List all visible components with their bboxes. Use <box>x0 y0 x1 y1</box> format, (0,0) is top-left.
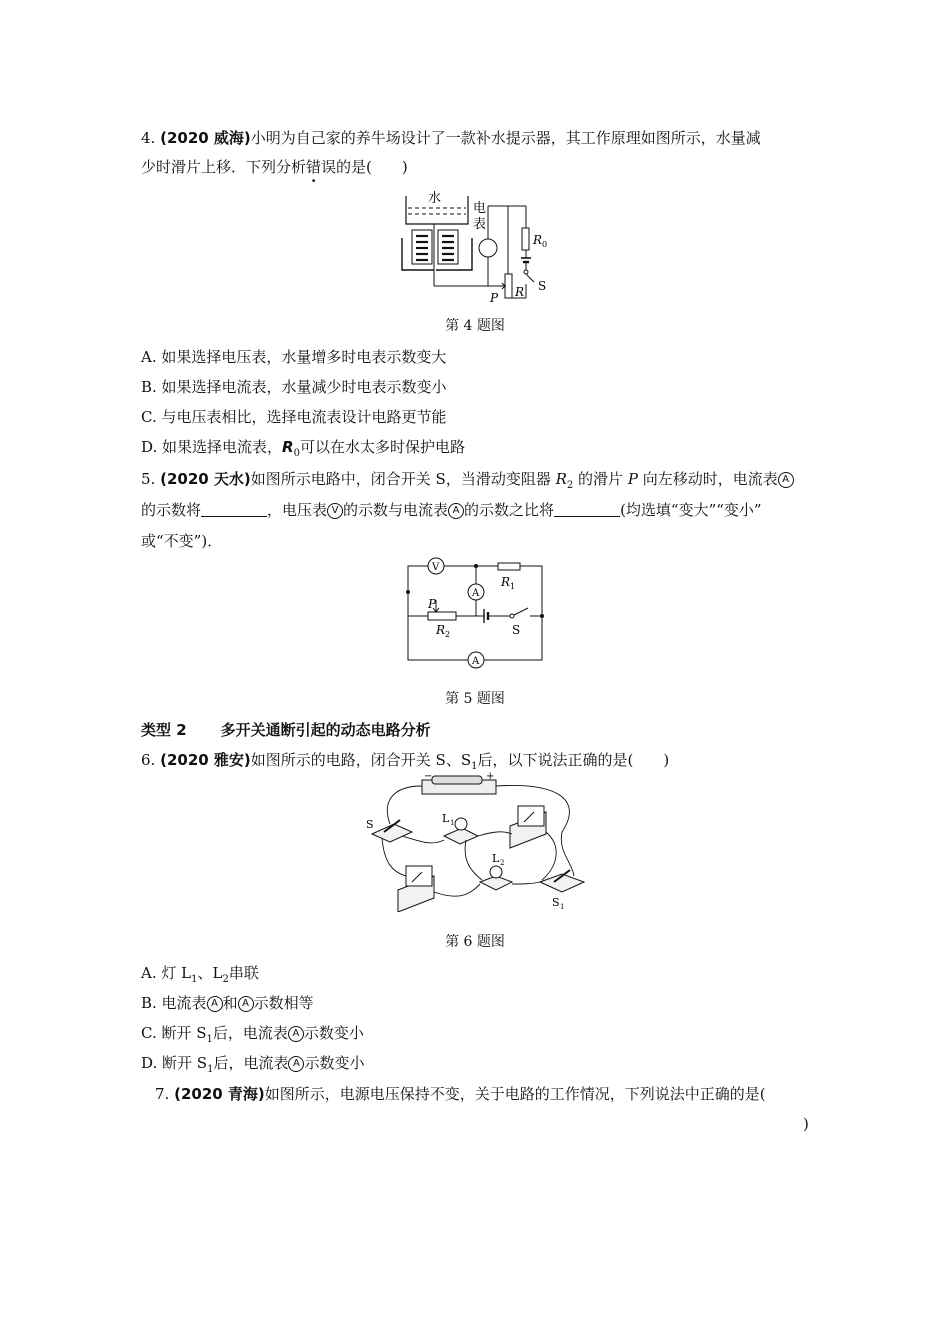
q4-stem-text-1: 小明为自己家的养牛场设计了一款补水提示器，其工作原理如图所示，水量减 <box>250 129 761 147</box>
q6-fig-l2-sub: 2 <box>500 859 505 867</box>
q5-fig-p: P <box>428 597 437 611</box>
q5-stem-text-2c: 的示数与电流表 <box>343 501 449 519</box>
q7-source: (2020 青海) <box>174 1085 265 1103</box>
q6-fig-l2: L <box>492 852 500 865</box>
q4-fig-r: R <box>515 285 525 299</box>
q5-stem-text-1a: 如图所示电路中，闭合开关 S，当滑动变阻器 <box>250 470 556 488</box>
q7-stem-end: ) <box>803 1115 809 1133</box>
q6-fig-plus: + <box>486 772 495 782</box>
q4-emphasis-word: 错误 <box>306 158 337 176</box>
q6-opt-b-text-a: B. 电流表 <box>141 994 207 1012</box>
q5-stem-line-3: 或“不变”)． <box>141 532 223 550</box>
q6-number: 6. <box>141 751 156 769</box>
q6-opt-a-sub-1: 1 <box>191 974 198 985</box>
q6-figure <box>362 772 594 912</box>
q4-caption: 第 4 题图 <box>445 318 505 334</box>
q5-r-sub: 2 <box>566 480 574 491</box>
q5-blank-1[interactable] <box>201 502 267 517</box>
q6-opt-c-text-b: 后，电流表 <box>212 1024 288 1042</box>
q4-fig-r0-sub: 0 <box>542 240 548 249</box>
q4-figure <box>398 186 558 306</box>
ammeter-symbol: A <box>288 1026 304 1042</box>
q5-fig-voltmeter: V <box>432 562 440 573</box>
q6-opt-d-text-c: 示数变小 <box>304 1054 365 1072</box>
q4-fig-r0: R <box>533 233 543 247</box>
ammeter-symbol: A <box>207 996 223 1012</box>
section-heading <box>141 719 431 741</box>
q6-opt-d-sub: 1 <box>207 1064 214 1075</box>
q5-fig-switch: S <box>512 623 521 637</box>
q6-fig-switch-s: S <box>366 818 374 831</box>
q5-figure <box>400 554 550 674</box>
q6-source: (2020 雅安) <box>160 751 251 769</box>
q6-opt-b-text-b: 和 <box>222 994 238 1012</box>
q5-fig-r1-sub: 1 <box>510 582 516 591</box>
q6-fig-l1: L <box>442 812 450 825</box>
q6-opt-d-text-b: 后，电流表 <box>213 1054 289 1072</box>
q5-fig-ammeter-1: A <box>472 588 480 599</box>
q6-stem-text-a: 如图所示的电路，闭合开关 S、S <box>250 751 472 769</box>
q5-number: 5. <box>141 470 156 488</box>
q4-option-a: A. 如果选择电压表，水量增多时电表示数变大 <box>141 348 447 366</box>
q4-option-d-sub: 0 <box>293 448 300 459</box>
q5-stem-text-2a: 的示数将 <box>141 501 202 519</box>
q5-fig-r2-sub: 2 <box>445 630 451 639</box>
q5-stem-text-1c: 向左移动时，电流表 <box>637 470 778 488</box>
q4-stem-text-2a: 少时滑片上移．下列分析 <box>141 158 307 176</box>
q6-opt-c-text-a: C. 断开 S <box>141 1024 207 1042</box>
q6-option-d <box>141 1052 364 1081</box>
q6-fig-s1: S <box>552 896 560 909</box>
q4-stem-line-2 <box>141 156 408 178</box>
q5-p: P <box>627 470 638 488</box>
q6-opt-c-text-c: 示数变小 <box>303 1024 364 1042</box>
q5-stem-text-2e: (均选填“变大”“变小” <box>620 501 762 519</box>
q4-fig-switch: S <box>538 279 547 293</box>
q6-opt-d-text-a: D. 断开 S <box>141 1054 208 1072</box>
q6-caption: 第 6 题图 <box>445 934 505 950</box>
ammeter-symbol: A <box>778 472 794 488</box>
q4-stem-text-2c: 的是( ) <box>336 158 408 176</box>
ammeter-symbol: A <box>288 1056 304 1072</box>
q5-stem-text-2d: 的示数之比将 <box>464 501 555 519</box>
q4-fig-water-label: 水 <box>428 191 442 206</box>
q4-stem-line-1 <box>141 127 761 149</box>
section-label: 类型 2 <box>141 721 187 739</box>
q7-number: 7. <box>155 1085 170 1103</box>
q6-opt-b-text-c: 示数相等 <box>253 994 314 1012</box>
ammeter-symbol: A <box>448 503 464 519</box>
q5-fig-r2: R <box>436 623 446 637</box>
q5-stem-text-1b: 的滑片 <box>573 470 628 488</box>
q6-option-b <box>141 992 314 1014</box>
voltmeter-symbol: V <box>327 503 343 519</box>
q4-option-d-r: R <box>282 438 294 456</box>
q4-option-b: B. 如果选择电流表，水量减少时电表示数变小 <box>141 378 447 396</box>
q4-option-c: C. 与电压表相比，选择电流表设计电路更节能 <box>141 408 447 426</box>
q4-source: (2020 威海) <box>160 129 251 147</box>
q5-caption: 第 5 题图 <box>445 691 505 707</box>
q6-option-c <box>141 1022 364 1051</box>
q6-fig-l1-sub: 1 <box>450 819 455 827</box>
q4-option-d <box>141 436 465 465</box>
q7-stem-text: 如图所示，电源电压保持不变，关于电路的工作情况，下列说法中正确的是( <box>264 1085 766 1103</box>
q4-option-d-text-a: D. 如果选择电流表， <box>141 438 283 456</box>
q4-fig-meter-label-2: 表 <box>473 217 487 232</box>
q4-fig-p: P <box>490 291 499 305</box>
q6-fig-s1-sub: 1 <box>560 903 565 911</box>
ammeter-symbol: A <box>238 996 254 1012</box>
q5-stem-text-2b: ，电压表 <box>267 501 328 519</box>
q7-stem <box>155 1083 766 1105</box>
section-title: 多开关通断引起的动态电路分析 <box>220 721 431 739</box>
q5-stem-line-1 <box>141 468 794 497</box>
q6-opt-c-sub: 1 <box>206 1034 213 1045</box>
q6-fig-minus: − <box>424 772 433 782</box>
q6-opt-a-text-c: 串联 <box>228 964 259 982</box>
q6-stem-text-b: 后，以下说法正确的是( ) <box>477 751 670 769</box>
q6-option-a <box>141 962 259 991</box>
q4-fig-meter-label-1: 电 <box>473 201 487 216</box>
q6-opt-a-text-b: 、L <box>197 964 223 982</box>
q6-opt-a-text-a: A. 灯 L <box>141 964 192 982</box>
q5-source: (2020 天水) <box>160 470 251 488</box>
q4-number: 4. <box>141 129 156 147</box>
q5-r: R <box>555 470 567 488</box>
q5-stem-line-2 <box>141 499 762 521</box>
q5-blank-2[interactable] <box>554 502 620 517</box>
q6-stem-sub: 1 <box>471 761 478 772</box>
q4-option-d-text-b: 可以在水太多时保护电路 <box>299 438 465 456</box>
q5-fig-ammeter-2: A <box>472 656 480 667</box>
q5-fig-r1: R <box>501 575 511 589</box>
q6-opt-a-sub-2: 2 <box>222 974 229 985</box>
